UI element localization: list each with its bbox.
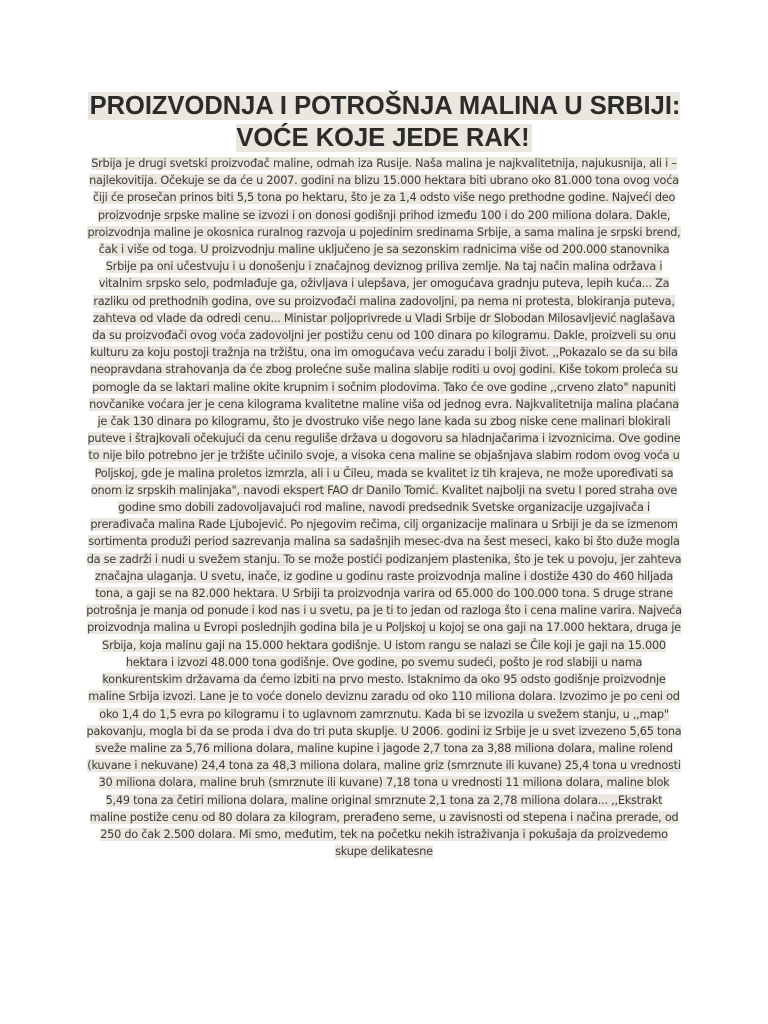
document-body-text: Srbija je drugi svetski proizvođač maline, odmah iza Rusije. Naša malina je najkvalitetnija, najukusnija, ali i – najlekovitija. Očekuje se da će u 2007. godini na blizu 15.000 hektara biti ubrano oko 81.000 tona ovog voća čiji će prosečan prinos biti 5,5 tona po hektaru, što je za 1,4 odsto više nego prethodne godine. Najveći deo proizvodnje srpske maline se izvozi i on donosi godišnji prihod između 100 i do 200 miliona dolara. Dakle, proizvodnja maline je okosnica ruralnog razvoja u pojedinim sredinama Srbije, a sama malina je srpski brend, čak i više od toga. U proizvodnju maline uključeno je sa sezonskim radnicima više od 200.000 stanovnika Srbije pa oni učestvuju i u donošenju i značajnog deviznog priliva zemlje. Na taj način malina održava i vitalnim srpsko selo, podmlađuje ga, oživljava i ulepšava, jer omogućava gradnju puteva, lepih kuća... Za razliku od prethodnih godina, ove su proizvođači malina zadovoljni, pa nema ni protesta, blokiranja puteva, zahteva od vlade da odredi cenu... Ministar poljoprivrede u Vladi Srbije dr Slobodan Milosavljević naglašava da su proizvođači ovog voća zadovoljni jer postižu cenu od 100 dinara po kilogramu. Dakle, proizveli su onu kulturu za koju postoji tražnja na tržištu, ona im omogućava veću zaradu i bolji život. ,,Pokazalo se da su bila neopravdana strahovanja da će zbog prolećne suše malina slabije roditi u ovoj godini. Kiše tokom proleća su pomogle da se laktari maline okite krupnim i sočnim plodovima. Tako će ove godine ,,crveno zlato" napuniti novčanike voćara jer je cena kilograma kvalitetne maline viša od jednog evra. Najkvalitetnija malina plaćana je čak 130 dinara po kilogramu, što je dvostruko više nego lane kada su zbog niske cene malinari blokirali puteve i štrajkovali očekujući da cenu reguliše država u dogovoru sa hladnjačarima i izvoznicima. Ove godine to nije bilo potrebno jer je tržište učinilo svoje, a visoka cena maline se objašnjava slabim rodom ovog voća u Poljskoj, gde je malina proletos izmrzla, ali i u Čileu, mada se kvalitet iz tih krajeva, ne može upoređivati sa onom iz srpskih malinjaka", navodi ekspert FAO dr Danilo Tomić. Kvalitet najbolji na svetu I pored straha ove godine smo dobili zadovoljavajući rod maline, navodi predsednik Svetske organizacije uzgajivača i prerađivača malina Rade Ljubojević. Po njegovim rečima, cilj organizacije malinara u Srbiji je da se izmenom sortimenta produži period sazrevanja malina sa sadašnjih mesec-dva na šest meseci, kako bi što duže mogla da se zadrži i nudi u svežem stanju. To se može postići podizanjem plastenika, što je tek u povoju, jer zahteva značajna ulaganja. U svetu, inače, iz godine u godinu raste proizvodnja maline i dostiže 430 do 460 hiljada tona, a gaji se na 82.000 hektara. U Srbiji ta proizvodnja varira od 65.000 do 100.000 tona. S druge strane potrošnja je manja od ponude i kod nas i u svetu, pa je ti to jedan od razloga što i cena maline varira. Najveća proizvodnja malina u Evropi poslednjih godina bila je u Poljskoj u kojoj se ona gaji na 17.000 hektara, druga je Srbija, koja malinu gaji na 15.000 hektara godišnje. U istom rangu se nalazi se Čile koji je gaji na 15.000 hektara i izvozi 48.000 tona godišnje. Ove godine, po svemu sudeći, pošto je rod slabiji u nama konkurentskim državama da ćemo izbiti na prvo mesto. Istaknimo da oko 95 odsto godišnje proizvodnje maline Srbija izvozi. Lane je to voće donelo deviznu zaradu od oko 110 miliona dolara. Izvozimo je po ceni od oko 1,4 do 1,5 evra po kilogramu i to uglavnom zamrznutu. Kada bi se izvozila u svežem stanju, u ,,map" pakovanju, mogla bi da se proda i dva do tri puta skuplje. U 2006. godini iz Srbije je u svet izvezeno 5,65 tona sveže maline za 5,76 miliona dolara, maline kupine i jagode 2,7 tona za 3,88 miliona dolara, maline rolend (kuvane i nekuvane) 24,4 tona za 48,3 miliona dolara, maline griz (smrznute ili kuvane) 25,4 tona u vrednosti 30 miliona dolara, maline bruh (smrznute ili kuvane) 7,18 tona u vrednosti 11 miliona dolara, maline blok 5,49 tona za četiri miliona dolara, maline original smrznute 2,1 tona za 2,78 miliona dolara... ,,Ekstrakt maline postiže cenu od 80 dolara za kilogram, prerađeno seme, u zavisnosti od stepena i načina prerade, od 250 do čak 2.500 dolara. Mi smo, međutim, tek na početku nekih istraživanja i pokušaja da proizvedemo skupe delikatesne	[86, 157, 682, 859]
document-title	[84, 90, 684, 154]
document-body	[86, 155, 682, 860]
document-title-text: PROIZVODNJA I POTROŠNJA MALINA U SRBIJI: VOĆE KOJE JEDE RAK!	[89, 92, 681, 152]
